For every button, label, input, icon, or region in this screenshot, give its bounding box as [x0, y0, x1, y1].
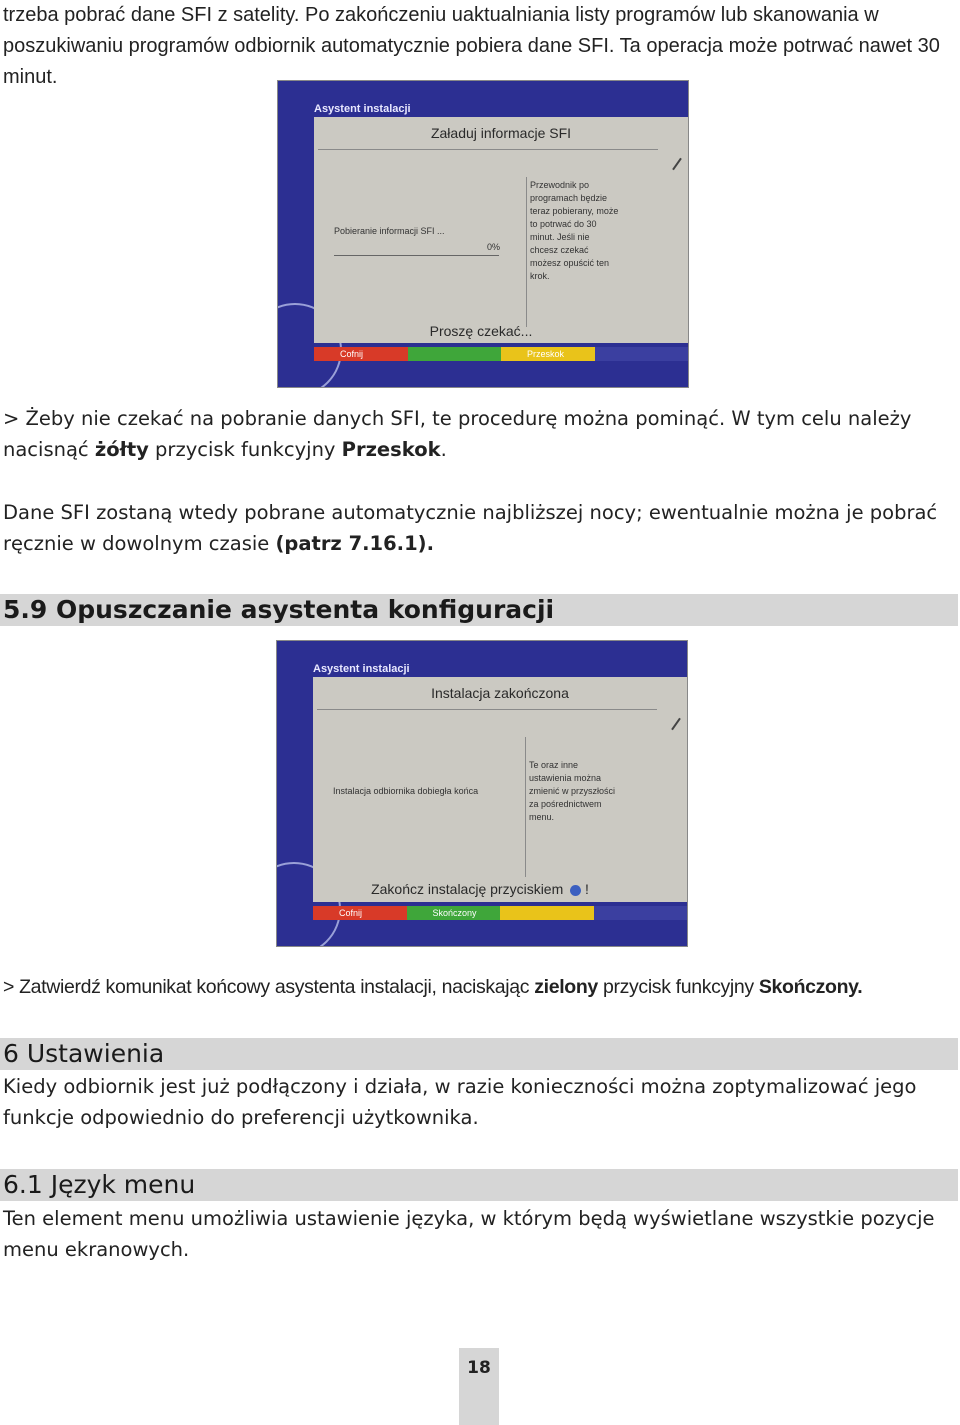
slash-mark [672, 158, 682, 171]
progress-label: Pobieranie informacji SFI ... [334, 226, 445, 236]
auto-download-note: Dane SFI zostaną wtedy pobrane automatycznie najbliższej nocy; ewentualnie można je pobrać ręcznie w dowolnym czasie (patrz 7.16.1). [3, 501, 938, 555]
green-key[interactable] [408, 347, 502, 361]
red-key-cofnij[interactable]: Cofnij [313, 906, 407, 920]
progress-value: 0% [487, 242, 501, 252]
skip-instruction: > Żeby nie czekać na pobranie danych SFI, te procedurę można pominąć. W tym celu należy nacisnąć żółty przycisk funkcyjny Przeskok. [3, 407, 912, 461]
status-text: Zakończ instalację przyciskiem ! [371, 881, 589, 897]
blue-key[interactable] [594, 906, 688, 920]
completion-text: Instalacja odbiornika dobiegła końca [333, 786, 479, 796]
red-key-cofnij[interactable]: Cofnij [314, 347, 408, 361]
section-6-text: Kiedy odbiornik jest już podłączony i działa, w razie konieczności można zoptymalizować jego funkcje odpowiednio do preferencji użytkownika. [3, 1075, 917, 1129]
info-text: Przewodnik po programach będzie teraz pobierany, może to potrwać do 30 minut. Jeśli nie chcesz czekać możesz opuścić ten krok. [530, 180, 619, 281]
intro-paragraph: trzeba pobrać dane SFI z satelity. Po zakończeniu uaktualniania listy programów lub skanowania w poszukiwaniu programów odbiornik automatycznie pobiera dane SFI. Ta operacja może potrwać nawet 30 minut. [3, 4, 940, 88]
screenshot-sfi-download [277, 80, 689, 388]
green-key-skonczony[interactable]: Skończony [407, 906, 501, 920]
dialog-title: Załaduj informacje SFI [430, 125, 572, 141]
confirm-instruction: > Zatwierdź komunikat końcowy asystenta instalacji, naciskając zielony przycisk funkcyjny Skończony. [3, 976, 863, 998]
function-keys [313, 906, 687, 920]
divider-vertical [526, 177, 527, 327]
section-heading-6-1: 6.1 Język menu [0, 1169, 958, 1201]
dialog-panel [314, 117, 688, 343]
yellow-key[interactable] [500, 906, 594, 920]
slash-mark [671, 718, 681, 731]
section-6-1-text: Ten element menu umożliwia ustawienie języka, w którym będą wyświetlane wszystkie pozycje menu ekranowych. [3, 1207, 935, 1261]
page-number: 18 [459, 1348, 499, 1425]
exclamation-icon: ! [585, 881, 589, 897]
ok-icon [570, 885, 581, 896]
blue-key[interactable] [595, 347, 689, 361]
section-heading-5-9: 5.9 Opuszczanie asystenta konfiguracji [0, 594, 958, 626]
yellow-key-przeskok[interactable]: Przeskok [501, 347, 595, 361]
divider [318, 149, 658, 150]
function-keys [314, 347, 688, 361]
section-heading-6: 6 Ustawienia [0, 1038, 958, 1070]
window-title: Asystent instalacji [314, 103, 411, 115]
divider [317, 709, 657, 710]
progress-bar [334, 255, 499, 256]
dialog-title: Instalacja zakończona [431, 685, 569, 701]
status-text: Proszę czekać... [429, 323, 533, 339]
window-title: Asystent instalacji [313, 663, 410, 675]
screenshot-installation-finished [276, 640, 688, 947]
divider-vertical [525, 737, 526, 877]
dialog-panel [313, 677, 687, 902]
info-text: Te oraz inne ustawienia można zmienić w przyszłości za pośrednictwem menu. [529, 760, 616, 822]
